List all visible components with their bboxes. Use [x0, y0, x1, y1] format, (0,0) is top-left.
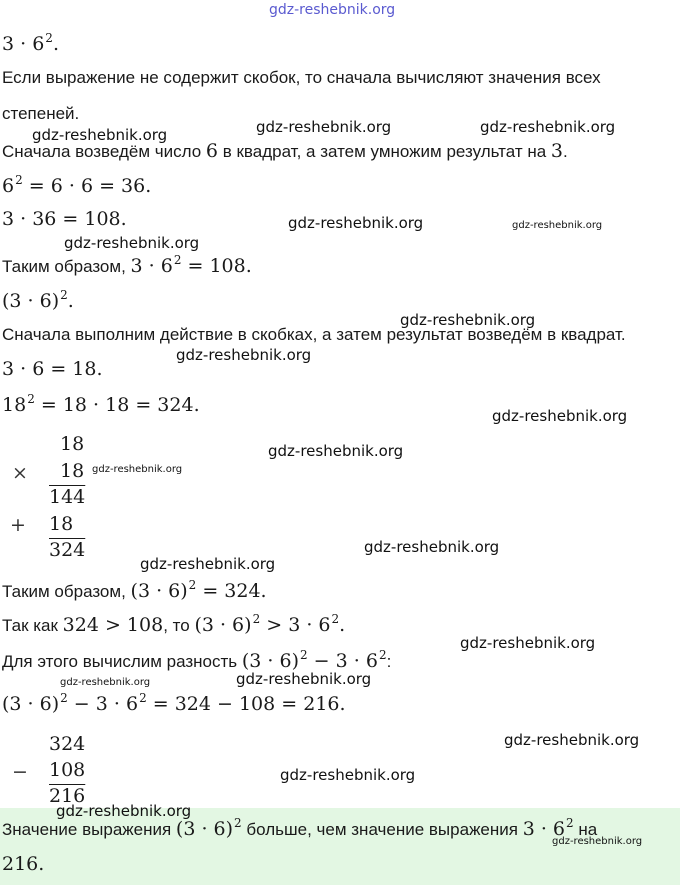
calc-18-squared: $18^2 = 18 \cdot 18 = 324$.	[2, 392, 200, 416]
mult-partial-2: 18	[49, 513, 74, 535]
watermark: gdz-reshebnik.org	[492, 407, 628, 425]
expression-2: $(3 \cdot 6)^2$.	[2, 288, 74, 312]
result-1: Таким образом, $3 \cdot 6^2 = 108$.	[2, 253, 252, 277]
watermark: gdz-reshebnik.org	[176, 346, 312, 364]
answer-line-2: 216.	[2, 853, 45, 875]
mult-result: 324	[49, 539, 86, 561]
watermark: gdz-reshebnik.org	[268, 442, 404, 460]
watermark: gdz-reshebnik.org	[364, 538, 500, 556]
watermark: gdz-reshebnik.org	[140, 555, 276, 573]
watermark: gdz-reshebnik.org	[288, 214, 424, 232]
watermark: gdz-reshebnik.org	[236, 670, 372, 688]
difference-intro: Для этого вычислим разность $(3 \cdot 6)^2 - 3 \cdot 6^2$:	[2, 648, 392, 672]
watermark: gdz-reshebnik.org	[64, 234, 200, 252]
watermark: gdz-reshebnik.org	[256, 118, 392, 136]
mult-partial-1: 144	[49, 486, 86, 508]
sub-a: 324	[49, 733, 86, 755]
comparison: Так как 324 > 108, то $(3 \cdot 6)^2 > 3 \cdot 6^2$.	[2, 612, 346, 636]
mult-a: 18	[60, 433, 85, 455]
result-2: Таким образом, $(3 \cdot 6)^2 = 324$.	[2, 578, 267, 602]
calc-6-squared: $6^2 = 6 \cdot 6 = 36$.	[2, 173, 152, 197]
answer-line-1: Значение выражения $(3 \cdot 6)^2$ больше, чем значение выражения $3 \cdot 6^2$ на	[2, 816, 598, 840]
step-text-2: Сначала выполним действие в скобках, а затем результат возведём в квадрат.	[2, 325, 626, 344]
watermark: gdz-reshebnik.org	[32, 126, 168, 144]
mult-times-sign: ×	[12, 462, 28, 484]
watermark-top: gdz-reshebnik.org	[269, 2, 396, 18]
watermark: gdz-reshebnik.org	[280, 766, 416, 784]
calc-3-times-6: 3 · 6 = 18.	[2, 358, 103, 380]
watermark: gdz-reshebnik.org	[512, 220, 603, 231]
mult-plus-sign: +	[10, 514, 26, 536]
step-text-1: Сначала возведём число 6 в квадрат, а затем умножим результат на 3.	[2, 140, 568, 162]
rule-text-line1: Если выражение не содержит скобок, то сначала вычисляют значения всех	[2, 68, 601, 87]
calc-3-times-36: 3 · 36 = 108.	[2, 208, 127, 230]
watermark: gdz-reshebnik.org	[56, 802, 192, 820]
watermark: gdz-reshebnik.org	[460, 634, 596, 652]
watermark: gdz-reshebnik.org	[480, 118, 616, 136]
watermark: gdz-reshebnik.org	[552, 836, 643, 847]
expression-1: $3 \cdot 6^2$.	[2, 31, 59, 55]
sub-result: 216	[49, 785, 86, 807]
watermark: gdz-reshebnik.org	[504, 731, 640, 749]
sub-minus-sign: −	[12, 761, 28, 783]
mult-b: 18	[60, 460, 85, 482]
watermark: gdz-reshebnik.org	[400, 311, 536, 329]
rule-text-line2: степеней.	[2, 104, 80, 123]
sub-b: 108	[49, 759, 86, 781]
watermark: gdz-reshebnik.org	[60, 677, 151, 688]
difference-calc: $(3 \cdot 6)^2 - 3 \cdot 6^2 = 324 - 108 = 216$.	[2, 691, 346, 715]
watermark: gdz-reshebnik.org	[92, 464, 183, 475]
